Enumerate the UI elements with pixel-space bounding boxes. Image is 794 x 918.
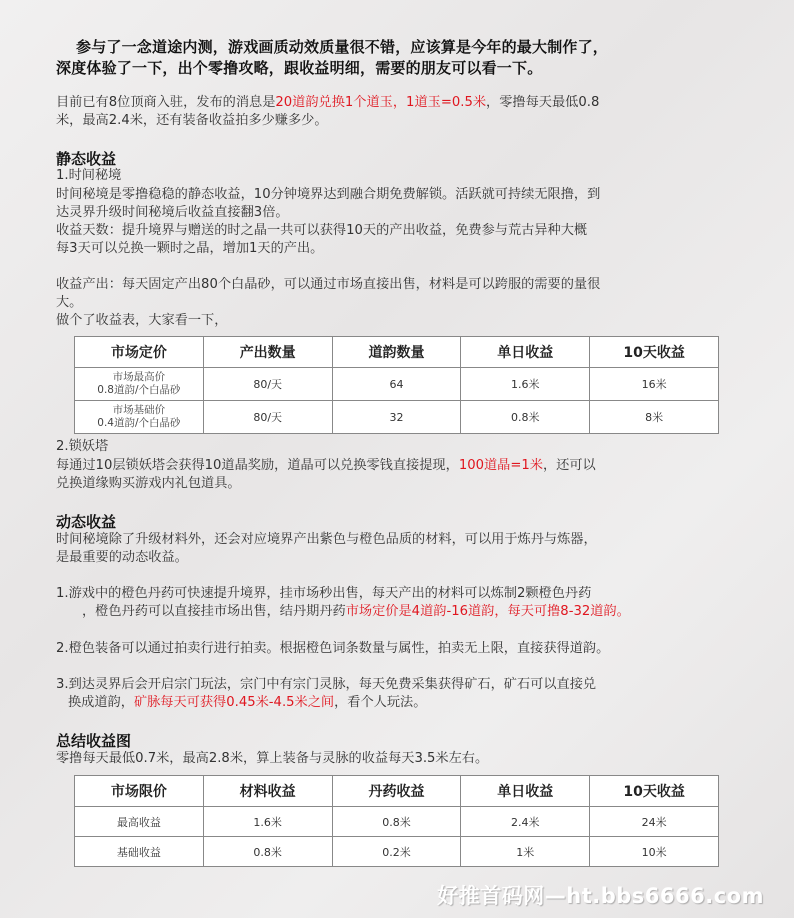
table-cell: 10米 (590, 837, 719, 867)
dynamic-item-3-line-2 (68, 694, 426, 711)
static-p4: 每3天可以兑换一颗时之晶，增加1天的产出。 (56, 241, 324, 256)
static-heading: 静态收益 (56, 150, 117, 168)
dynamic-item-1-line-1: 1.游戏中的橙色丹药可快速提升境界，挂市场秒出售，每天产出的材料可以炼制2颗橙色丹药 (56, 586, 592, 601)
table-cell: 64 (332, 368, 461, 401)
summary-line-1 (56, 94, 599, 111)
table-cell: 0.8米 (203, 837, 332, 867)
dynamic-item-3-line-1: 3.到达灵界后会开启宗门玩法，宗门中有宗门灵脉，每天免费采集获得矿石，矿石可以直接兑 (56, 677, 597, 692)
table-row (75, 401, 719, 434)
table-cell: 0.8米 (332, 807, 461, 837)
table-row (75, 837, 719, 867)
table-header: 市场限价 (75, 776, 204, 807)
static-sub-1: 1.时间秘境 (56, 168, 122, 183)
total-p1: 零撸每天最低0.7米，最高2.8米，算上装备与灵脉的收益每天3.5米左右。 (56, 751, 489, 766)
item3-highlight: 矿脉每天可获得0.45米-4.5米之间 (133, 695, 335, 710)
table-row (75, 368, 719, 401)
summary-text: 目前已有8位顶商入驻，发布的消息是 (56, 95, 276, 110)
static-p2: 达灵界升级时间秘境后收益直接翻3倍。 (56, 205, 289, 220)
table-cell: 2.4米 (461, 807, 590, 837)
table-cell: 80/天 (203, 368, 332, 401)
table-row (75, 807, 719, 837)
table-header: 产出数量 (203, 337, 332, 368)
p8-text: 每通过10层锁妖塔会获得10道晶奖励，道晶可以兑换零钱直接提现， (56, 458, 459, 473)
static-p1: 时间秘境是零撸稳稳的静态收益，10分钟境界达到融合期免费解锁。活跃就可持续无限撸，到 (56, 187, 601, 202)
table-cell: 1米 (461, 837, 590, 867)
static-p8 (56, 457, 596, 474)
table-cell: 0.2米 (332, 837, 461, 867)
table-header: 材料收益 (203, 776, 332, 807)
table-cell: 80/天 (203, 401, 332, 434)
table-cell-label: 最高收益 (75, 807, 204, 837)
static-p5: 收益产出：每天固定产出80个白晶砂，可以通过市场直接出售，材料是可以跨服的需要的量很 (56, 277, 601, 292)
table-cell: 1.6米 (203, 807, 332, 837)
table-cell: 16米 (590, 368, 719, 401)
static-sub-2: 2.锁妖塔 (56, 439, 109, 454)
table-header: 单日收益 (461, 337, 590, 368)
table-cell: 1.6米 (461, 368, 590, 401)
static-p6: 大。 (56, 295, 83, 310)
table-header-row (75, 776, 719, 807)
dynamic-p2: 是最重要的动态收益。 (56, 550, 188, 565)
item1-highlight: 市场定价是4道韵-16道韵，每天可撸8-32道韵。 (345, 604, 630, 619)
intro-line-2: 深度体验了一下，出个零撸攻略，跟收益明细，需要的朋友可以看一下。 (56, 59, 543, 77)
table-header: 道韵数量 (332, 337, 461, 368)
table-header: 单日收益 (461, 776, 590, 807)
dynamic-p1: 时间秘境除了升级材料外，还会对应境界产出紫色与橙色品质的材料，可以用于炼丹与炼器， (56, 532, 597, 547)
intro-line-1: 参与了一念道途内测，游戏画质动效质量很不错，应该算是今年的最大制作了， (76, 38, 609, 56)
static-p3: 收益天数：提升境界与赠送的时之晶一共可以获得10天的产出收益，免费参与荒古异种大概 (56, 223, 588, 238)
dynamic-item-1-line-2 (82, 603, 630, 620)
table-header-row (75, 337, 719, 368)
watermark: 好推首码网—ht.bbs6666.com (437, 884, 764, 908)
table-cell-label: 市场基础价 0.4道韵/个白晶砂 (75, 401, 204, 434)
dynamic-heading: 动态收益 (56, 513, 117, 531)
summary-text-tail: ，零撸每天最低0.8 (486, 95, 600, 110)
table-cell-label: 基础收益 (75, 837, 204, 867)
p8-highlight: 100道晶=1米 (458, 458, 543, 473)
item1-text: ，橙色丹药可以直接挂市场出售，结丹期丹药 (82, 604, 346, 619)
summary-highlight: 20道韵兑换1个道玉，1道玉=0.5米 (275, 95, 487, 110)
item3-text: 换成道韵， (68, 695, 134, 710)
table-header: 10天收益 (590, 776, 719, 807)
dynamic-item-2: 2.橙色装备可以通过拍卖行进行拍卖。根据橙色词条数量与属性，拍卖无上限，直接获得道韵。 (56, 641, 610, 656)
table-header: 丹药收益 (332, 776, 461, 807)
p8-tail: ，还可以 (543, 458, 596, 473)
total-heading: 总结收益图 (56, 732, 132, 750)
table-cell: 32 (332, 401, 461, 434)
static-p7: 做个了收益表，大家看一下， (56, 313, 228, 328)
static-p9: 兑换道缘购买游戏内礼包道具。 (56, 476, 241, 491)
table-cell: 0.8米 (461, 401, 590, 434)
table-header: 10天收益 (590, 337, 719, 368)
total-income-table (74, 775, 719, 867)
static-income-table (74, 336, 719, 434)
table-header: 市场定价 (75, 337, 204, 368)
item3-tail: ，看个人玩法。 (334, 695, 427, 710)
table-cell: 8米 (590, 401, 719, 434)
table-cell-label: 市场最高价 0.8道韵/个白晶砂 (75, 368, 204, 401)
table-cell: 24米 (590, 807, 719, 837)
summary-line-2: 米，最高2.4米，还有装备收益拍多少赚多少。 (56, 113, 328, 128)
